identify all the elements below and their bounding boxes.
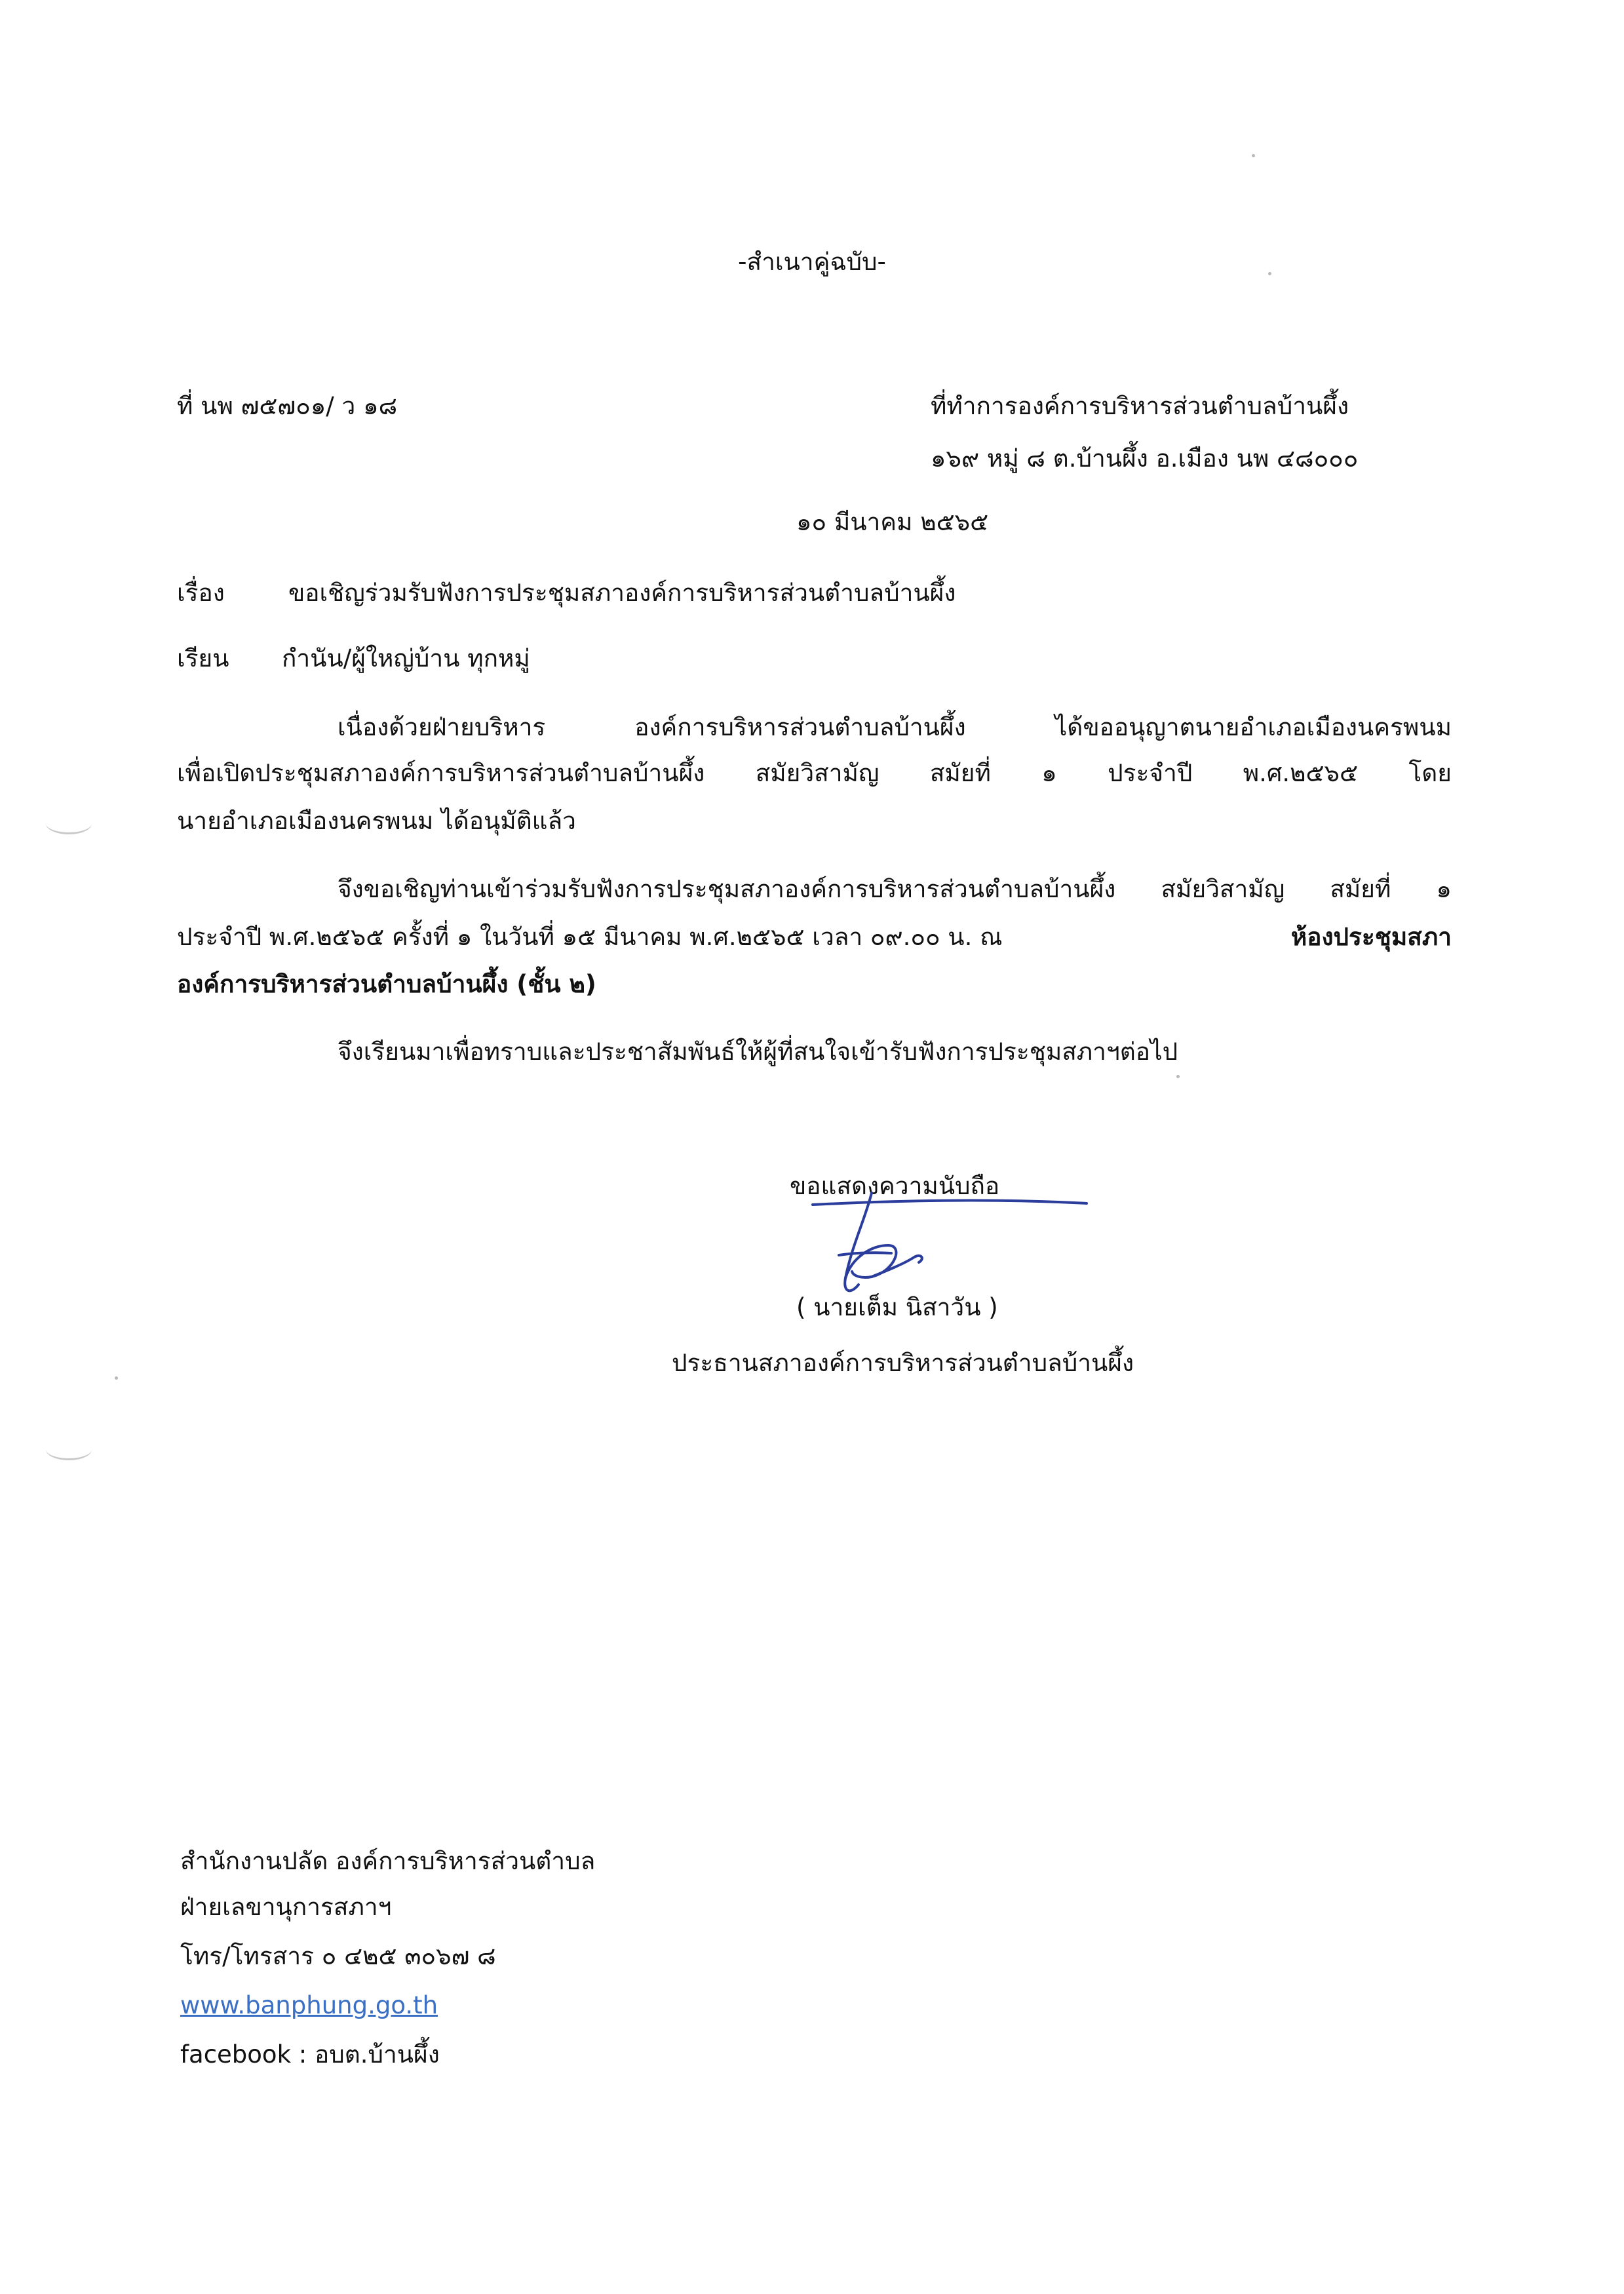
paragraph2-line1: จึงขอเชิญท่านเข้าร่วมรับฟังการประชุมสภาองค์การบริหารส่วนตำบลบ้านผึ้ง สมัยวิสามัญ สมัยที่ ๑ (338, 875, 1452, 903)
subject-label: เรื่อง (177, 579, 225, 607)
website-link[interactable]: www.banphung.go.th (180, 1991, 438, 2019)
office-name: ที่ทำการองค์การบริหารส่วนตำบลบ้านผึ้ง (931, 392, 1349, 420)
signatory-position: ประธานสภาองค์การบริหารส่วนตำบลบ้านผึ้ง (672, 1349, 1134, 1377)
scan-mark-left-2 (46, 1439, 92, 1460)
footer-phone: โทร/โทรสาร ๐ ๔๒๕ ๓๐๖๗ ๘ (180, 1942, 496, 1970)
footer-office: สำนักงานปลัด องค์การบริหารส่วนตำบล (180, 1847, 596, 1875)
paragraph1-line1: เนื่องด้วยฝ่ายบริหาร องค์การบริหารส่วนตำบลบ้านผึ้ง ได้ขออนุญาตนายอำเภอเมืองนครพนม (338, 713, 1452, 741)
office-address: ๑๖๙ หมู่ ๘ ต.บ้านผึ้ง อ.เมือง นพ ๔๘๐๐๐ (931, 444, 1359, 473)
scan-dot (1176, 1075, 1180, 1078)
meeting-room-bold: ห้องประชุมสภา (1290, 923, 1452, 951)
copy-label: -สำเนาคู่ฉบับ- (738, 248, 886, 276)
paragraph2-line2 (177, 914, 1452, 960)
subject-text: ขอเชิญร่วมรับฟังการประชุมสภาองค์การบริหารส่วนตำบลบ้านผึ้ง (288, 579, 956, 607)
scan-dot (1252, 154, 1255, 157)
meeting-room-location: องค์การบริหารส่วนตำบลบ้านผึ้ง (ชั้น ๒) (177, 970, 596, 998)
scan-dot (115, 1376, 118, 1380)
paragraph1-line2: เพื่อเปิดประชุมสภาองค์การบริหารส่วนตำบลบ้านผึ้ง สมัยวิสามัญ สมัยที่ ๑ ประจำปี พ.ศ.๒๕๖๕ โดย (177, 759, 1452, 787)
salutation: ขอแสดงความนับถือ (790, 1172, 1000, 1200)
scan-mark-left-1 (46, 813, 92, 834)
paragraph2-line2-regular: ประจำปี พ.ศ.๒๕๖๕ ครั้งที่ ๑ ในวันที่ ๑๕ มีนาคม พ.ศ.๒๕๖๕ เวลา ๐๙.๐๐ น. ณ (177, 923, 1003, 951)
recipient-text: กำนัน/ผู้ใหญ่บ้าน ทุกหมู่ (282, 644, 530, 672)
reference-number: ที่ นพ ๗๕๗๐๑/ ว ๑๘ (177, 392, 398, 420)
footer-division: ฝ่ายเลขานุการสภาฯ (180, 1893, 392, 1921)
footer-facebook: facebook : อบต.บ้านผึ้ง (180, 2040, 440, 2069)
recipient-label: เรียน (177, 644, 229, 672)
closing-paragraph: จึงเรียนมาเพื่อทราบและประชาสัมพันธ์ให้ผู้ที่สนใจเข้ารับฟังการประชุมสภาฯต่อไป (338, 1038, 1178, 1066)
signatory-name: ( นายเต็ม นิสาวัน ) (796, 1293, 998, 1321)
paragraph1-line3: นายอำเภอเมืองนครพนม ได้อนุมัติแล้ว (177, 807, 576, 835)
letter-date: ๑๐ มีนาคม ๒๕๖๕ (796, 508, 989, 536)
